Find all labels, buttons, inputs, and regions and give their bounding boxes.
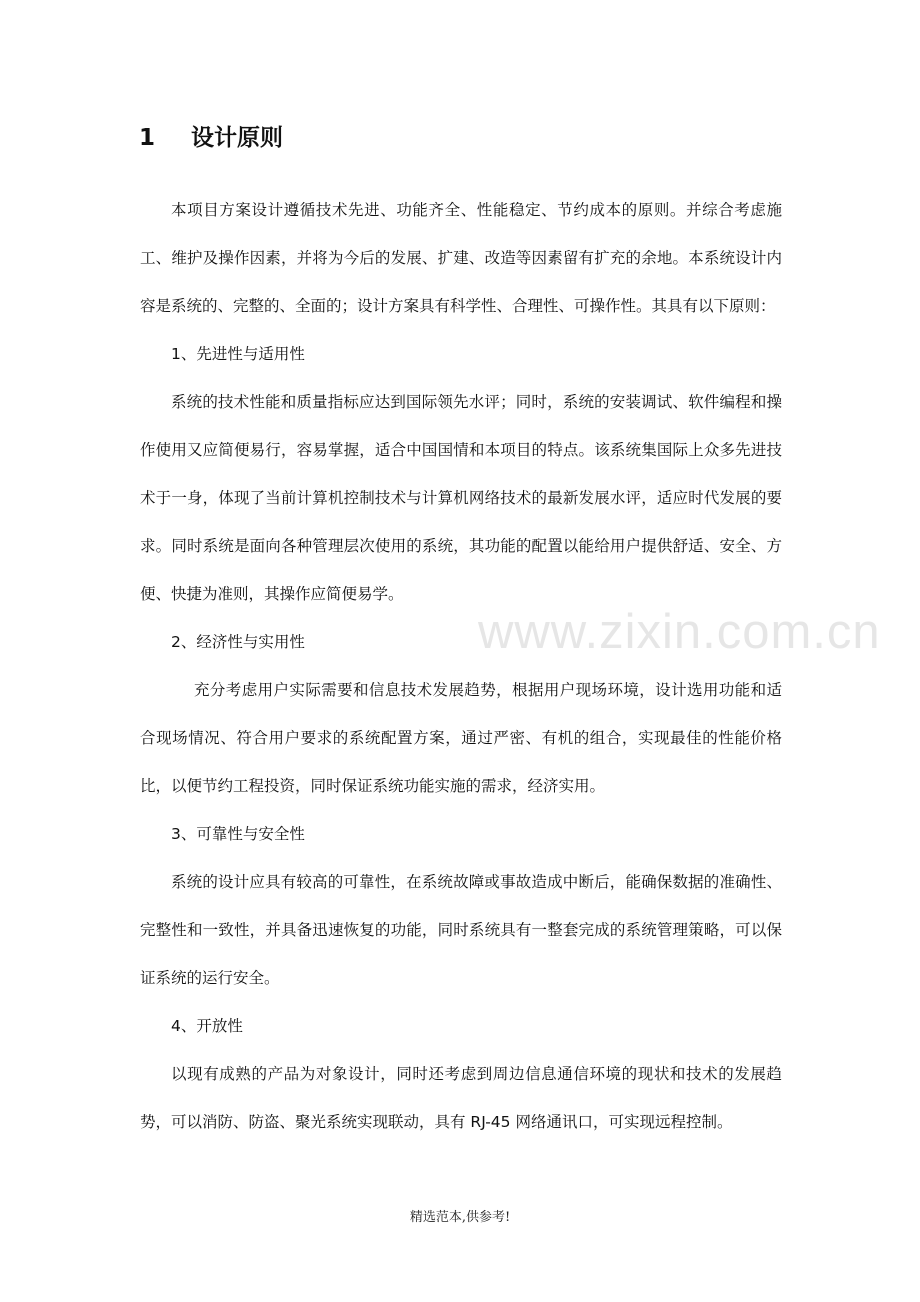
subheading-1: 1、先进性与适用性: [171, 345, 305, 363]
paragraph-4: 以现有成熟的产品为对象设计，同时还考虑到周边信息通信环境的现状和技术的发展趋势，可以消防、防盗、聚光系统实现联动，具有 RJ-45 网络通讯口，可实现远程控制。: [140, 1065, 782, 1131]
subheading-2: 2、经济性与实用性: [171, 633, 305, 651]
intro-paragraph: 本项目方案设计遵循技术先进、功能齐全、性能稳定、节约成本的原则。并综合考虑施工、维护及操作因素，并将为今后的发展、扩建、改造等因素留有扩充的余地。本系统设计内容是系统的、完整的、全面的；设计方案具有科学性、合理性、可操作性。其具有以下原则：: [140, 201, 782, 315]
heading-number: 1: [139, 125, 156, 151]
document-body: [140, 186, 782, 1146]
paragraph-2: 充分考虑用户实际需要和信息技术发展趋势，根据用户现场环境，设计选用功能和适合现场情况、符合用户要求的系统配置方案，通过严密、有机的组合，实现最佳的性能价格比，以便节约工程投资，同时保证系统功能实施的需求，经济实用。: [140, 681, 782, 795]
paragraph-3: 系统的设计应具有较高的可靠性，在系统故障或事故造成中断后，能确保数据的准确性、完整性和一致性，并具备迅速恢复的功能，同时系统具有一整套完成的系统管理策略，可以保证系统的运行安全。: [140, 873, 782, 987]
subheading-3: 3、可靠性与安全性: [171, 825, 305, 843]
watermark: www.zixin.com.cn: [478, 605, 881, 659]
heading-title: 设计原则: [191, 125, 283, 151]
paragraph-1: 系统的技术性能和质量指标应达到国际领先水评；同时，系统的安装调试、软件编程和操作使用又应简便易行，容易掌握，适合中国国情和本项目的特点。该系统集国际上众多先进技术于一身，体现了当前计算机控制技术与计算机网络技术的最新发展水评，适应时代发展的要求。同时系统是面向各种管理层次使用的系统，其功能的配置以能给用户提供舒适、安全、方便、快捷为准则，其操作应简便易学。: [140, 393, 782, 603]
section-heading: [139, 118, 283, 158]
page-footer: 精选范本,供参考!: [409, 1210, 511, 1225]
subheading-4: 4、开放性: [171, 1017, 243, 1035]
